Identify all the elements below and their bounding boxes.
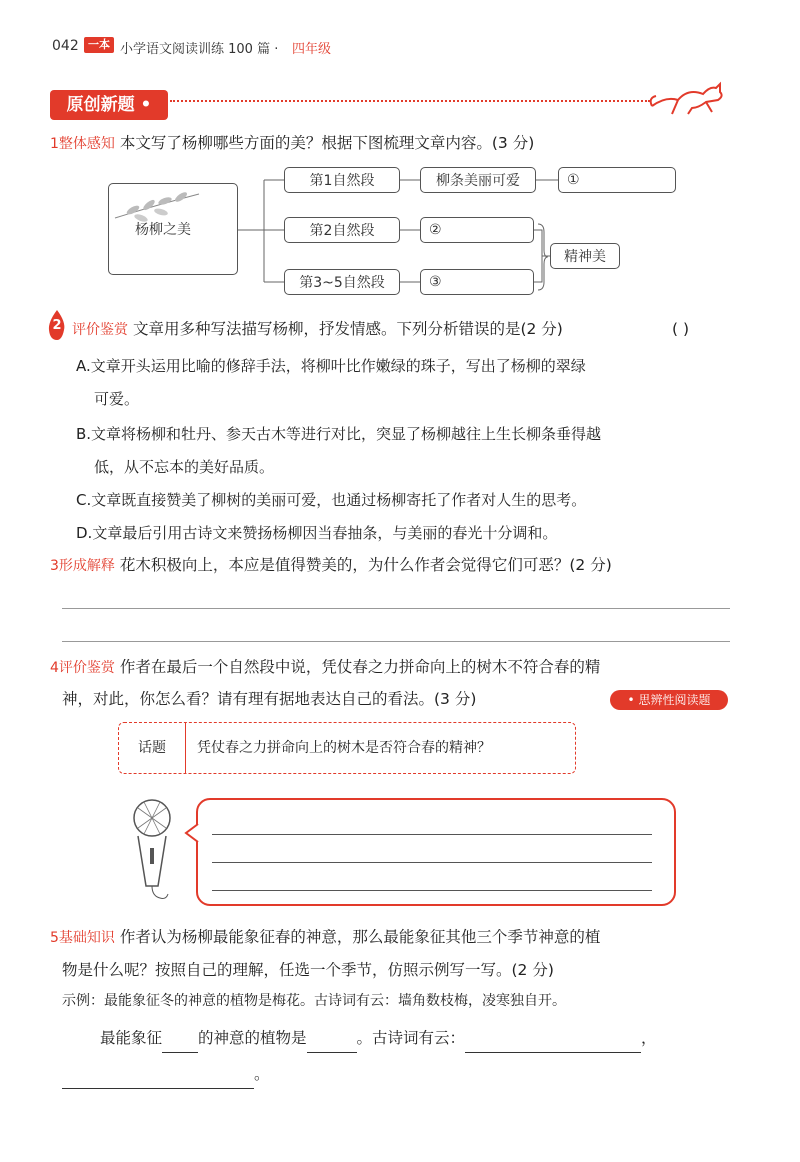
q5-fill-c: 。古诗词有云： xyxy=(356,1029,466,1047)
q4-number: 4 xyxy=(50,660,59,676)
season-blank[interactable] xyxy=(162,1022,198,1053)
q2-option-d[interactable]: D.文章最后引用古诗文来赞扬杨柳因当春抽条，与美丽的春光十分调和。 xyxy=(76,524,558,542)
q2-option-b-line2: 低，从不忘本的美好品质。 xyxy=(94,458,275,476)
q4-tag: 评价鉴赏 xyxy=(58,660,115,676)
q2-option-a-line1[interactable]: A.文章开头运用比喻的修辞手法，将柳叶比作嫩绿的珠子，写出了杨柳的翠绿 xyxy=(76,357,586,375)
brace-icon xyxy=(536,222,548,292)
q5-number: 5 xyxy=(50,930,59,946)
answer-blank-2[interactable]: ② xyxy=(420,217,534,243)
q3-number: 3 xyxy=(50,558,59,574)
speech-tail-icon xyxy=(184,822,200,844)
q1-tag: 整体感知 xyxy=(58,136,115,152)
topic-label: 话题 xyxy=(119,723,186,773)
section-divider xyxy=(170,100,650,102)
q3-tag: 形成解释 xyxy=(58,558,115,574)
diagram-para1: 第1自然段 xyxy=(284,167,400,193)
q3-text: 花木积极向上，本应是值得赞美的，为什么作者会觉得它们可恶？(2 分) xyxy=(119,556,612,574)
q2-number: 2 xyxy=(52,318,62,333)
q5-fill-line xyxy=(100,1022,657,1053)
page-number: 042 xyxy=(52,38,79,54)
q2-option-b-line1[interactable]: B.文章将杨柳和牡丹、参天古木等进行对比，突显了杨柳越往上生长柳条垂得越 xyxy=(76,425,602,443)
plant-blank[interactable] xyxy=(307,1022,357,1053)
q4-answer-line-3[interactable] xyxy=(212,890,652,891)
q5-fill-d: ， xyxy=(641,1029,657,1047)
q5-fill-b: 的神意的植物是 xyxy=(198,1029,307,1047)
diagram-para2: 第2自然段 xyxy=(284,217,400,243)
q5-tag: 基础知识 xyxy=(58,930,115,946)
q3-answer-line-2[interactable] xyxy=(62,641,730,642)
q5-text2: 物是什么呢？按照自己的理解，任选一个季节，仿照示例写一写。(2 分) xyxy=(62,961,554,979)
cat-icon xyxy=(648,78,728,118)
q5-text1: 作者认为杨柳最能象征春的神意，那么最能象征其他三个季节神意的植 xyxy=(119,928,601,946)
q4-text2: 神，对此，你怎么看？请有理有据地表达自己的看法。(3 分) xyxy=(62,690,477,708)
topic-text: 凭仗春之力拼命向上的树木是否符合春的精神？ xyxy=(197,740,491,756)
q5-fill-end: 。 xyxy=(254,1065,270,1083)
diagram-root-label: 杨柳之美 xyxy=(135,222,191,238)
q3-answer-line-1[interactable] xyxy=(62,608,730,609)
grade-label: 四年级 xyxy=(292,42,332,57)
q2-line xyxy=(72,314,563,345)
q1-number: 1 xyxy=(50,136,59,152)
diagram-spirit: 精神美 xyxy=(550,243,620,269)
q5-line1 xyxy=(50,922,600,953)
answer-blank-1[interactable]: ① xyxy=(558,167,676,193)
q1-line xyxy=(50,128,534,159)
q5-fill-line2 xyxy=(62,1058,270,1089)
diagram-para3: 第3~5自然段 xyxy=(284,269,400,295)
q1-text: 本文写了杨柳哪些方面的美？根据下图梳理文章内容。(3 分) xyxy=(119,134,535,152)
q3-line xyxy=(50,550,612,581)
q4-line1 xyxy=(50,652,600,683)
q5-fill-a: 最能象征 xyxy=(100,1029,163,1047)
q2-answer-paren[interactable]: ( ) xyxy=(672,320,690,338)
diagram-root xyxy=(108,183,238,275)
q2-option-a-line2: 可爱。 xyxy=(94,390,140,408)
section-label-text: 原创新题 xyxy=(66,95,135,115)
leaf-branch-icon xyxy=(113,188,203,228)
q2-text: 文章用多种写法描写杨柳，抒发情感。下列分析错误的是(2 分) xyxy=(132,320,563,338)
critical-reading-pill: • 思辨性阅读题 xyxy=(610,690,728,710)
poem-blank-1[interactable] xyxy=(465,1022,641,1053)
diagram-willow-beauty: 柳条美丽可爱 xyxy=(420,167,536,193)
series-title: 小学语文阅读训练 100 篇 · xyxy=(120,42,279,57)
q4-answer-line-2[interactable] xyxy=(212,862,652,863)
brand-badge: 一本 xyxy=(84,37,114,53)
q5-example: 示例：最能象征冬的神意的植物是梅花。古诗词有云：墙角数枝梅，凌寒独自开。 xyxy=(62,993,566,1009)
answer-blank-3[interactable]: ③ xyxy=(420,269,534,295)
section-label: 原创新题 • xyxy=(50,90,168,120)
q4-answer-line-1[interactable] xyxy=(212,834,652,835)
topic-box xyxy=(118,722,576,774)
q4-text1: 作者在最后一个自然段中说，凭仗春之力拼命向上的树木不符合春的精 xyxy=(119,658,601,676)
q2-option-c[interactable]: C.文章既直接赞美了柳树的美丽可爱，也通过杨柳寄托了作者对人生的思考。 xyxy=(76,491,587,509)
q2-tag: 评价鉴赏 xyxy=(72,322,128,338)
microphone-icon xyxy=(122,796,182,906)
poem-blank-2[interactable] xyxy=(62,1058,254,1089)
